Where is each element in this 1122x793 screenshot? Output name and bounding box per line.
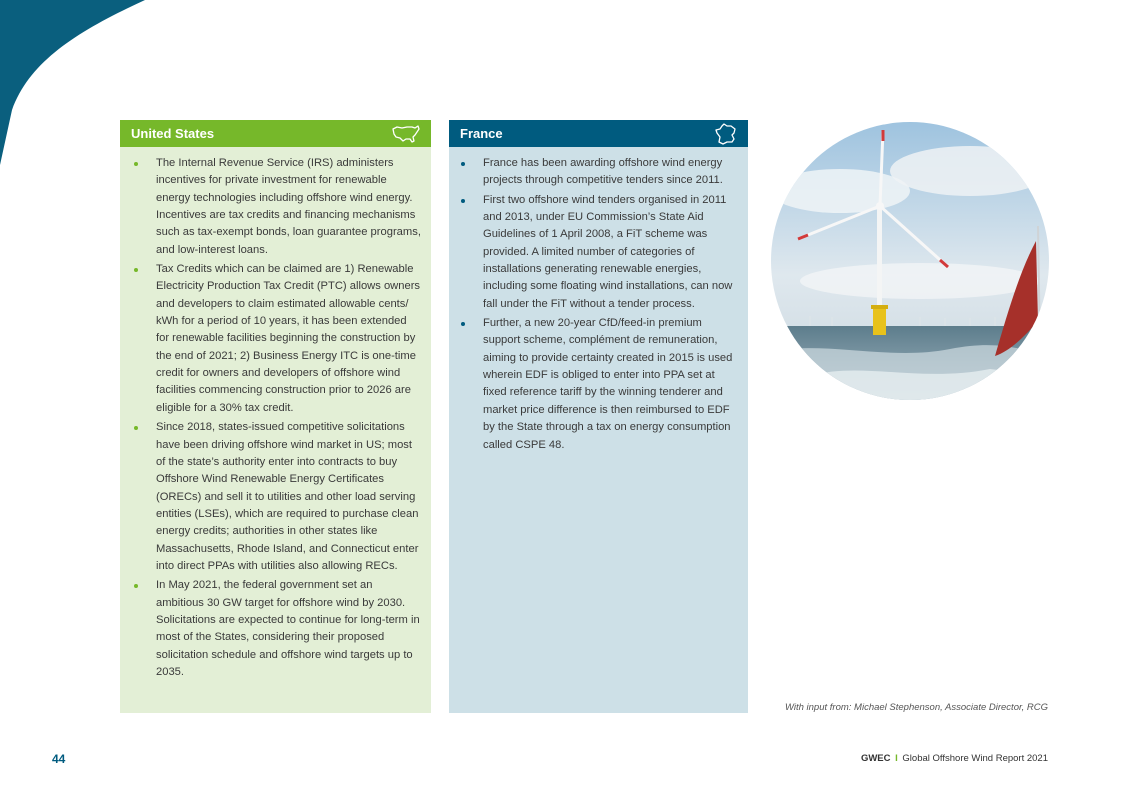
united-states-header xyxy=(120,120,431,147)
bullet-icon xyxy=(134,584,138,588)
bullet-icon xyxy=(134,268,138,272)
bullet-icon xyxy=(461,162,465,166)
france-panel xyxy=(449,120,748,713)
france-header xyxy=(449,120,748,147)
list-item: Since 2018, states-issued competitive solicitations have been driving offshore wind market in US; most of the state’s authority enter into contracts to buy Offshore Wind Renewable Energy Certificates (ORECs) and sell it to utilities and other load serving entities (LSEs), which are required to purchase clean energy credits; authorities in other states like Massachusetts, Rhode Island, and Connecticut enter into direct PPAs with utilities also allowing RECs. xyxy=(134,419,421,575)
bullet-icon xyxy=(461,322,465,326)
list-item: Further, a new 20-year CfD/feed-in premium support scheme, complément de remuneration, aiming to provide certainty created in 2015 is used wherein EDF is obliged to enter into PPA set at fixed reference tariff by the winning tenderer and market price difference is then reimbursed to EDF by the State through a tax on energy consumption called CSPE 48. xyxy=(461,315,734,454)
bullet-icon xyxy=(134,426,138,430)
footer-title: Global Offshore Wind Report 2021 xyxy=(902,753,1048,764)
bullet-icon xyxy=(461,199,465,203)
bullet-icon xyxy=(134,162,138,166)
footer-brand: GWEC xyxy=(860,753,891,764)
credit-line: With input from: Michael Stephenson, Associate Director, RCG xyxy=(784,702,1048,713)
list-item: Tax Credits which can be claimed are 1) Renewable Electricity Production Tax Credit (PTC) allows owners and developers to claim estimated allowable cents/ kWh for a period of 10 years, it has been extended for renewable facilities beginning the construction by the end of 2021; 2) Business Energy ITC is one-time credit for owners and developers of offshore wind facilities commencing construction prior to 2026 are eligible for a 30% tax credit. xyxy=(134,261,421,417)
offshore-turbine-photo xyxy=(770,121,1050,401)
usa-map-icon xyxy=(391,124,421,144)
footer xyxy=(861,753,1048,764)
france-bullets xyxy=(449,147,748,454)
france-map-icon xyxy=(714,123,738,145)
united-states-panel xyxy=(120,120,431,713)
list-item: The Internal Revenue Service (IRS) administers incentives for private investment for renewable energy technologies including offshore wind energy. Incentives are tax credits and financing mechanisms such as tax-exempt bonds, loan guarantee programs, and low-interest loans. xyxy=(134,155,421,259)
footer-separator: I xyxy=(895,753,898,764)
page-number: 44 xyxy=(52,752,66,766)
list-item: First two offshore wind tenders organised in 2011 and 2013, under EU Commission’s State Aid Guidelines of 1 April 2008, a FiT scheme was provided. A limited number of categories of installations generating renewable energies, including some floating wind installations, can now fall under the FiT without a tender process. xyxy=(461,192,734,313)
united-states-bullets xyxy=(120,147,431,681)
france-title: France xyxy=(460,126,503,141)
list-item: In May 2021, the federal government set an ambitious 30 GW target for offshore wind by 2030. Solicitations are expected to continue for long-term in most of the States, considering their proposed solicitation schedule and offshore wind targets up to 2035. xyxy=(134,577,421,681)
united-states-title: United States xyxy=(131,126,215,141)
list-item: France has been awarding offshore wind energy projects through competitive tenders since 2011. xyxy=(461,155,734,190)
